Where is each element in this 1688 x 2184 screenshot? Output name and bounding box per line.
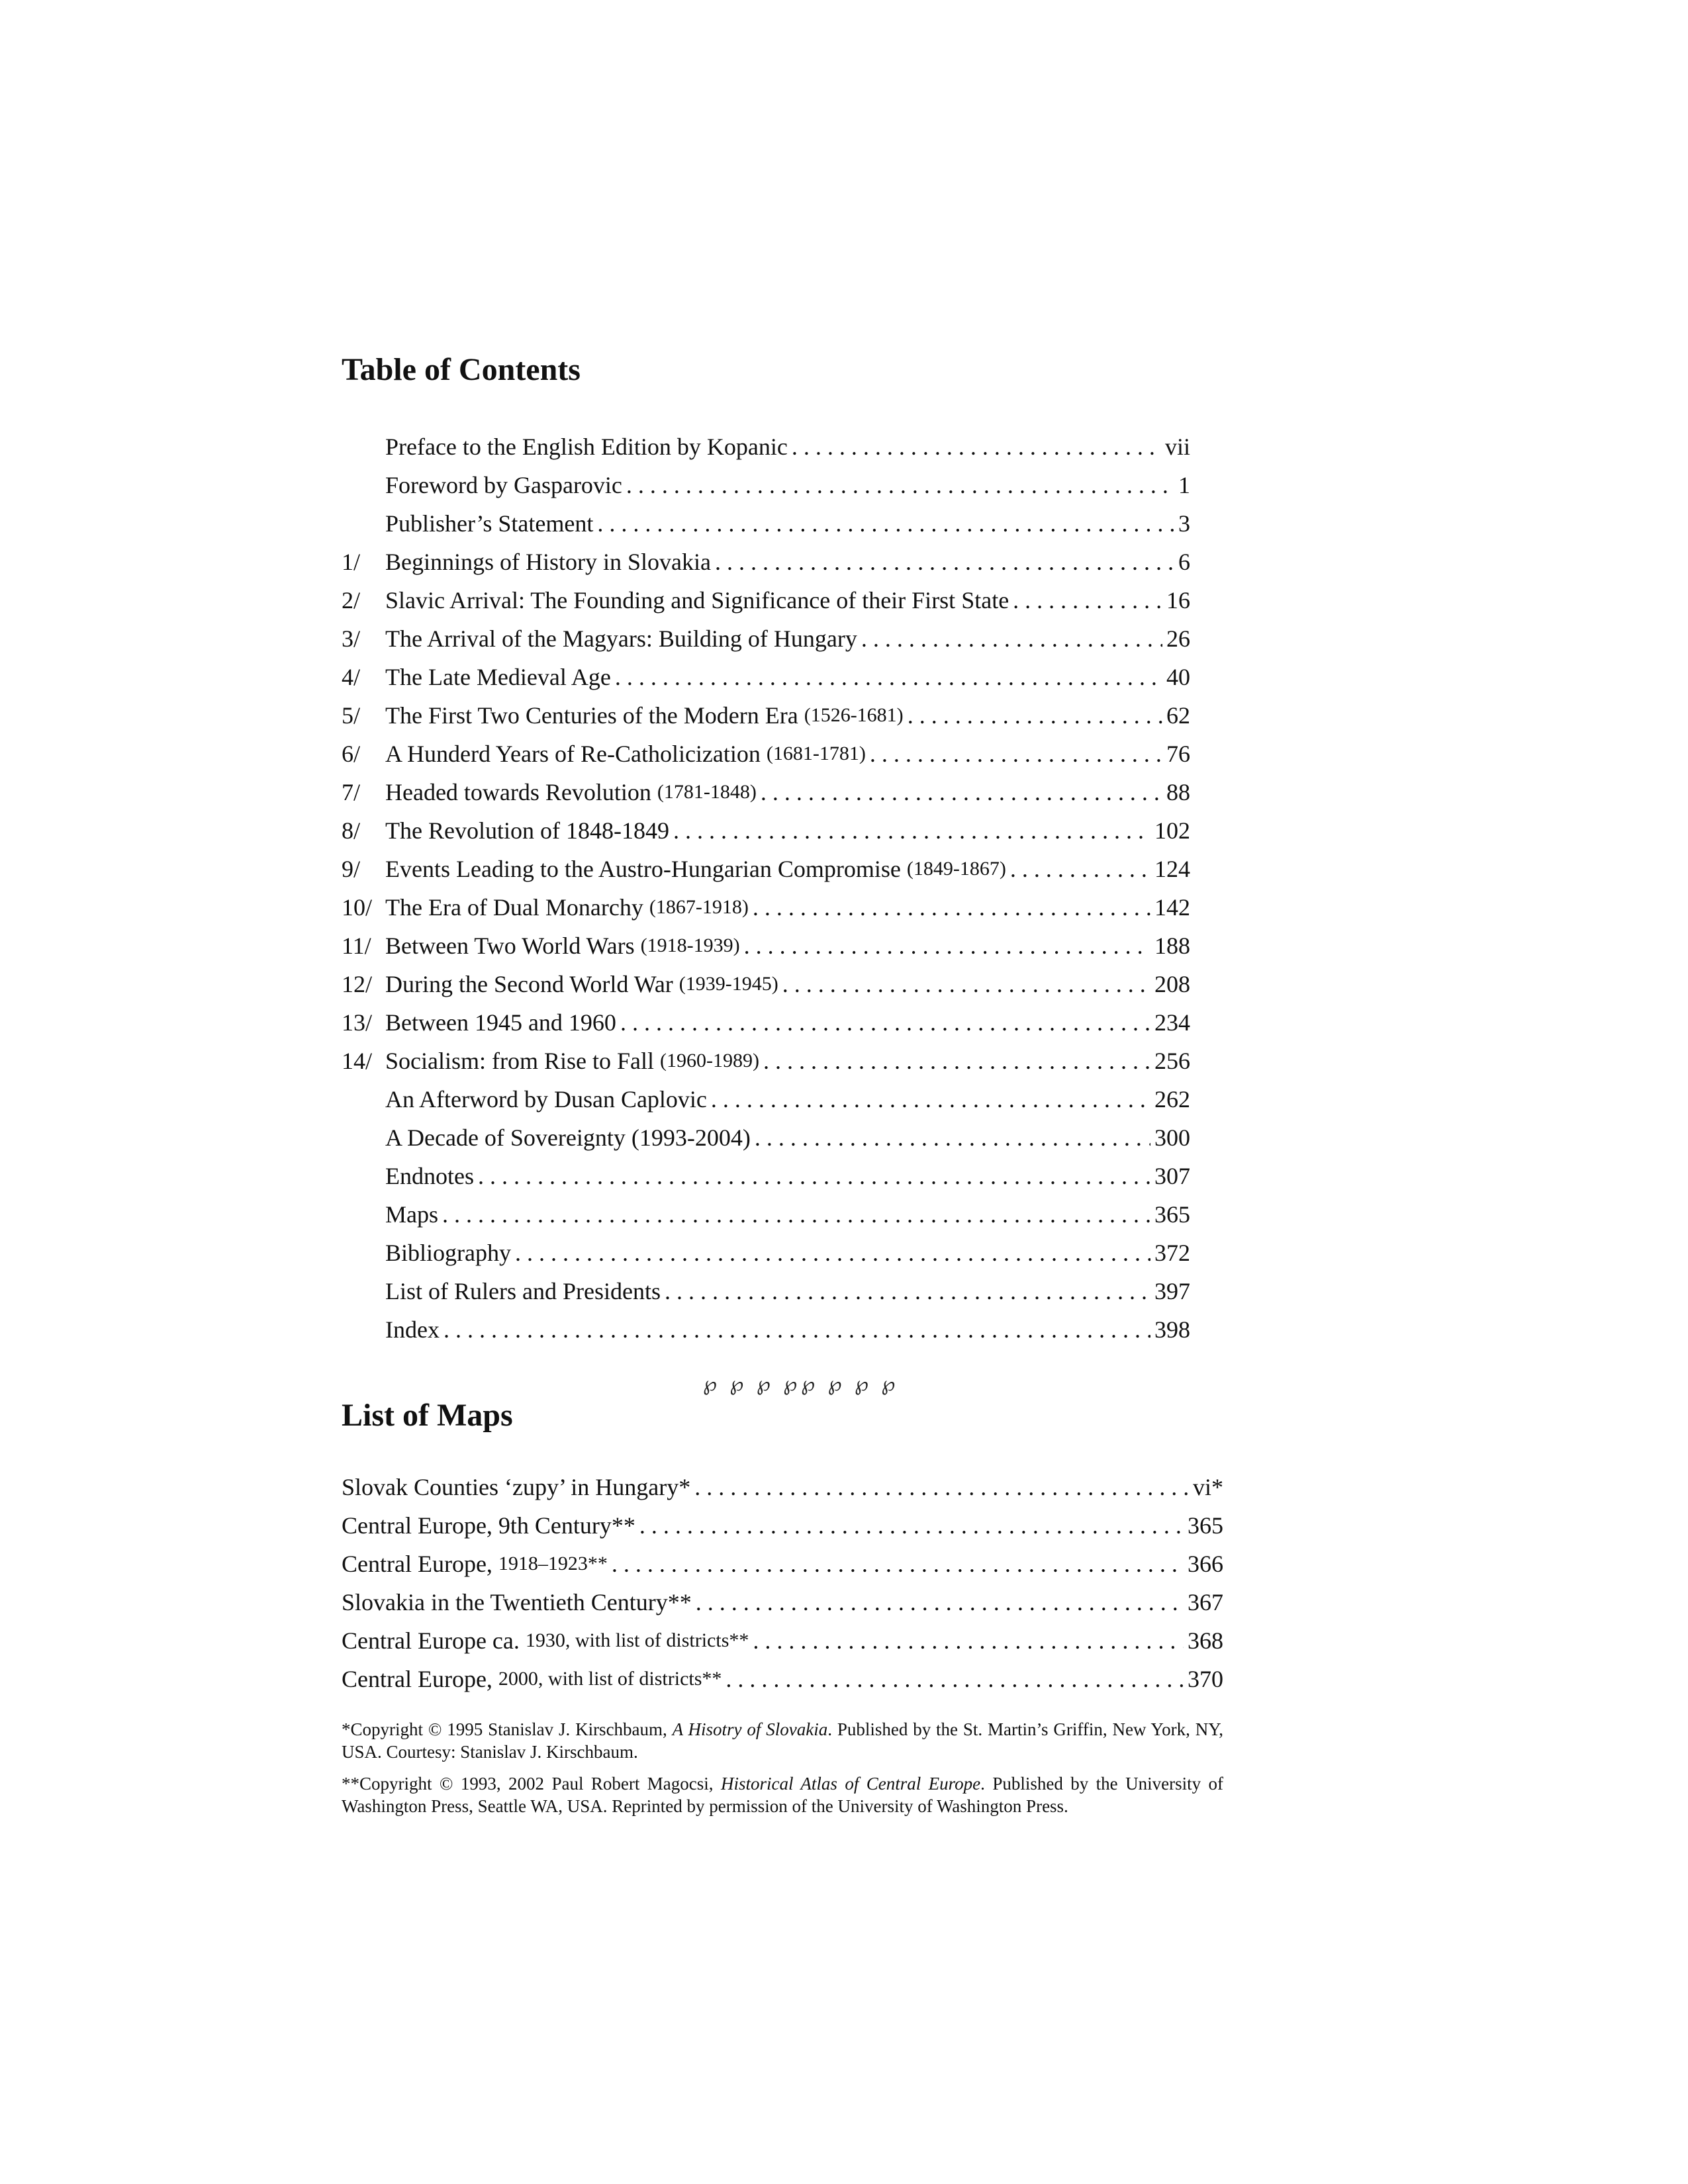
dot-leader <box>1013 581 1162 619</box>
chapter-number: 6/ <box>342 741 361 767</box>
toc-entry-line <box>385 888 1190 927</box>
entry-dates: (1939-1945) <box>679 973 778 995</box>
page-number: 102 <box>1154 817 1190 844</box>
dot-leader <box>908 696 1162 735</box>
dot-leader <box>1010 850 1150 888</box>
footnote-text: **Copyright © 1993, 2002 Paul Robert Magocsi, <box>342 1774 721 1794</box>
chapter-number: 2/ <box>342 587 361 614</box>
toc-entry-line <box>385 1157 1190 1195</box>
footnote-2 <box>342 1772 1223 1817</box>
page-number: 370 <box>1188 1666 1223 1692</box>
toc-entry <box>342 773 1190 811</box>
dot-leader <box>696 1583 1184 1621</box>
toc-entry-line <box>385 466 1190 504</box>
entry-title: Between Two World Wars <box>385 933 635 959</box>
footnote-book-title: Historical Atlas of Central Europe <box>720 1774 981 1794</box>
map-entry <box>342 1660 1223 1698</box>
chapter-number: 13/ <box>342 1009 373 1036</box>
entry-title: Beginnings of History in Slovakia <box>385 549 711 575</box>
page-number: 88 <box>1166 779 1190 805</box>
entry-title: Preface to the English Edition by Kopanic <box>385 433 788 460</box>
map-title: Slovakia in the Twentieth Century** <box>342 1589 692 1615</box>
toc-entry-line <box>385 1234 1190 1272</box>
entry-title: Publisher’s Statement <box>385 510 594 537</box>
toc-entry <box>342 1234 1190 1272</box>
toc-entry <box>342 965 1190 1003</box>
dot-leader <box>753 888 1150 927</box>
map-title: Central Europe, <box>342 1551 492 1577</box>
dot-leader <box>861 619 1162 658</box>
dot-leader <box>755 1118 1150 1157</box>
toc-entry <box>342 811 1190 850</box>
toc-entry <box>342 1003 1190 1042</box>
page-number: 365 <box>1188 1512 1223 1539</box>
toc-entry <box>342 428 1190 466</box>
toc-list <box>342 428 1190 1349</box>
dot-leader <box>639 1506 1184 1545</box>
toc-entry <box>342 1080 1190 1118</box>
map-entry <box>342 1468 1223 1506</box>
page-number: 62 <box>1166 702 1190 729</box>
toc-entry-line <box>385 658 1190 696</box>
entry-dates: (1781-1848) <box>657 781 757 803</box>
toc-entry <box>342 735 1190 773</box>
section-ornament: ℘ ℘ ℘ ℘℘ ℘ ℘ ℘ <box>703 1373 900 1395</box>
map-title: Central Europe ca. <box>342 1627 520 1654</box>
toc-entry-line <box>385 619 1190 658</box>
dot-leader <box>444 1310 1150 1349</box>
toc-entry <box>342 543 1190 581</box>
entry-title: Events Leading to the Austro-Hungarian Compromise <box>385 856 901 882</box>
chapter-number: 3/ <box>342 625 361 652</box>
page-number: 262 <box>1154 1086 1190 1113</box>
toc-entry <box>342 619 1190 658</box>
page-number: 365 <box>1154 1201 1190 1228</box>
chapter-number: 5/ <box>342 702 361 729</box>
entry-title: The Revolution of 1848-1849 <box>385 817 669 844</box>
dot-leader <box>761 773 1162 811</box>
toc-entry-line <box>385 927 1190 965</box>
page-number: vi* <box>1192 1474 1223 1500</box>
footnote-book-title: A Hisotry of Slovakia <box>672 1719 828 1739</box>
chapter-number: 1/ <box>342 549 361 575</box>
dot-leader <box>665 1272 1150 1310</box>
chapter-number: 8/ <box>342 817 361 844</box>
dot-leader <box>753 1621 1184 1660</box>
entry-title: The Era of Dual Monarchy <box>385 894 643 921</box>
toc-heading: Table of Contents <box>342 352 581 387</box>
dot-leader <box>612 1545 1184 1583</box>
entry-title: The Arrival of the Magyars: Building of Hungary <box>385 625 857 652</box>
footnote-1 <box>342 1718 1223 1763</box>
toc-entry-line <box>385 1118 1190 1157</box>
entry-title: Between 1945 and 1960 <box>385 1009 616 1036</box>
toc-entry-line <box>385 1042 1190 1080</box>
toc-entry-line <box>385 1195 1190 1234</box>
page-number: 124 <box>1154 856 1190 882</box>
toc-entry-line <box>385 428 1190 466</box>
entry-title: Maps <box>385 1201 438 1228</box>
page-number: 1 <box>1178 472 1190 498</box>
chapter-number: 12/ <box>342 971 373 997</box>
entry-title: A Hunderd Years of Re-Catholicization <box>385 741 761 767</box>
entry-title: An Afterword by Dusan Caplovic <box>385 1086 707 1113</box>
page-number: 6 <box>1178 549 1190 575</box>
toc-entry <box>342 1157 1190 1195</box>
page-number: 398 <box>1154 1316 1190 1343</box>
toc-entry <box>342 1310 1190 1349</box>
toc-entry-line <box>385 696 1190 735</box>
dot-leader <box>792 428 1161 466</box>
map-title: Slovak Counties ‘zupy’ in Hungary* <box>342 1474 691 1500</box>
page-number: 300 <box>1154 1124 1190 1151</box>
chapter-number: 14/ <box>342 1048 373 1074</box>
dot-leader <box>744 927 1150 965</box>
page-number: 366 <box>1188 1551 1223 1577</box>
toc-entry <box>342 466 1190 504</box>
dot-leader <box>442 1195 1150 1234</box>
dot-leader <box>694 1468 1189 1506</box>
entry-title: The Late Medieval Age <box>385 664 611 690</box>
footnotes <box>342 1718 1223 1827</box>
toc-entry-line <box>385 965 1190 1003</box>
toc-entry-line <box>385 1003 1190 1042</box>
toc-entry <box>342 696 1190 735</box>
dot-leader <box>515 1234 1150 1272</box>
dot-leader <box>620 1003 1150 1042</box>
page-number: 368 <box>1188 1627 1223 1654</box>
toc-entry-line <box>385 543 1190 581</box>
chapter-number: 11/ <box>342 933 371 959</box>
entry-title: Endnotes <box>385 1163 474 1189</box>
toc-entry-line <box>385 504 1190 543</box>
map-entry <box>342 1621 1223 1660</box>
toc-entry <box>342 850 1190 888</box>
toc-entry <box>342 504 1190 543</box>
map-note: 2000, with list of districts** <box>498 1668 722 1690</box>
toc-entry-line <box>385 773 1190 811</box>
page-number: 256 <box>1154 1048 1190 1074</box>
page-number: 307 <box>1154 1163 1190 1189</box>
chapter-number: 10/ <box>342 894 373 921</box>
chapter-number: 4/ <box>342 664 361 690</box>
page-number: 234 <box>1154 1009 1190 1036</box>
dot-leader <box>711 1080 1150 1118</box>
entry-dates: (1867-1918) <box>649 896 749 918</box>
toc-entry <box>342 888 1190 927</box>
page-number: 367 <box>1188 1589 1223 1615</box>
entry-title: Bibliography <box>385 1240 511 1266</box>
toc-entry <box>342 581 1190 619</box>
map-title: Central Europe, 9th Century** <box>342 1512 635 1539</box>
entry-title: During the Second World War <box>385 971 673 997</box>
toc-entry <box>342 658 1190 696</box>
toc-entry <box>342 927 1190 965</box>
dot-leader <box>782 965 1150 1003</box>
page-number: vii <box>1164 433 1190 460</box>
page-number: 40 <box>1166 664 1190 690</box>
page-number: 16 <box>1166 587 1190 614</box>
toc-entry <box>342 1272 1190 1310</box>
footnote-text: . Published by the St. Martin’s Griffin, New York, NY, USA. Courtesy: Stanislav J. Kirschbaum. <box>342 1719 1223 1762</box>
maps-heading: List of Maps <box>342 1398 513 1433</box>
entry-dates: (1681-1781) <box>766 743 866 764</box>
entry-dates: (1849-1867) <box>906 858 1006 880</box>
map-note: 1930, with list of districts** <box>525 1629 749 1651</box>
toc-entry-line <box>385 581 1190 619</box>
entry-title: Foreword by Gasparovic <box>385 472 622 498</box>
map-entry <box>342 1506 1223 1545</box>
entry-title: The First Two Centuries of the Modern Era <box>385 702 798 729</box>
footnote-text: . Published by the University of Washington Press, Seattle WA, USA. Reprinted by permission of the University of Washington Press. <box>342 1774 1223 1816</box>
map-entry <box>342 1545 1223 1583</box>
dot-leader <box>870 735 1162 773</box>
entry-title: Headed towards Revolution <box>385 779 651 805</box>
toc-entry <box>342 1042 1190 1080</box>
chapter-number: 7/ <box>342 779 361 805</box>
map-note: 1918–1923** <box>498 1553 608 1574</box>
entry-dates: (1918-1939) <box>640 934 740 956</box>
page-number: 397 <box>1154 1278 1190 1304</box>
dot-leader <box>615 658 1162 696</box>
dot-leader <box>726 1660 1184 1698</box>
entry-dates: (1526-1681) <box>804 704 904 726</box>
toc-entry-line <box>385 850 1190 888</box>
map-title: Central Europe, <box>342 1666 492 1692</box>
toc-entry-line <box>385 735 1190 773</box>
entry-title: List of Rulers and Presidents <box>385 1278 661 1304</box>
entry-title: Slavic Arrival: The Founding and Significance of their First State <box>385 587 1009 614</box>
toc-entry-line <box>385 1272 1190 1310</box>
toc-entry-line <box>385 1310 1190 1349</box>
dot-leader <box>763 1042 1150 1080</box>
chapter-number: 9/ <box>342 856 361 882</box>
dot-leader <box>597 504 1174 543</box>
dot-leader <box>626 466 1174 504</box>
page-number: 26 <box>1166 625 1190 652</box>
maps-list <box>342 1468 1223 1698</box>
footnote-text: *Copyright © 1995 Stanislav J. Kirschbaum, <box>342 1719 673 1739</box>
map-entry <box>342 1583 1223 1621</box>
entry-dates: (1960-1989) <box>659 1050 759 1071</box>
page-number: 76 <box>1166 741 1190 767</box>
page-number: 372 <box>1154 1240 1190 1266</box>
page-number: 3 <box>1178 510 1190 537</box>
entry-title: Socialism: from Rise to Fall <box>385 1048 654 1074</box>
dot-leader <box>478 1157 1150 1195</box>
entry-title: A Decade of Sovereignty (1993-2004) <box>385 1124 751 1151</box>
toc-entry-line <box>385 811 1190 850</box>
page-number: 188 <box>1154 933 1190 959</box>
page-number: 208 <box>1154 971 1190 997</box>
page-number: 142 <box>1154 894 1190 921</box>
toc-entry-line <box>385 1080 1190 1118</box>
toc-entry <box>342 1195 1190 1234</box>
dot-leader <box>673 811 1150 850</box>
toc-entry <box>342 1118 1190 1157</box>
entry-title: Index <box>385 1316 440 1343</box>
dot-leader <box>715 543 1174 581</box>
